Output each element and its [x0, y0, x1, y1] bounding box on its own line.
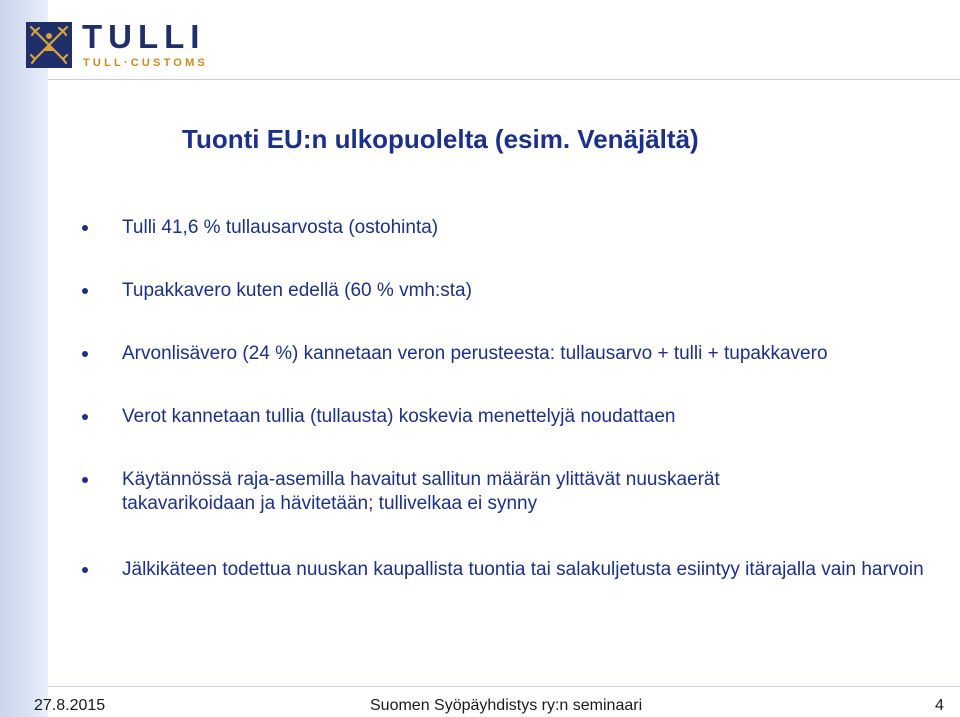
tulli-logo [26, 18, 266, 72]
bullet-text: Käytännössä raja-asemilla havaitut sallitun määrän ylittävät nuuskaerät takavarikoidaan ja hävitetään; tullivelkaa ei synny [122, 469, 720, 514]
logo-wordmark: TULLI [82, 18, 206, 55]
bullet-dot-icon [82, 414, 88, 420]
bullet-dot-icon [82, 477, 88, 483]
page-number: 4 [935, 697, 944, 714]
footer-event: Suomen Syöpäyhdistys ry:n seminaari [370, 697, 643, 714]
bullet-dot-icon [82, 567, 88, 573]
bullet-text: Arvonlisävero (24 %) kannetaan veron perusteesta: tullausarvo + tulli + tupakkavero [122, 343, 828, 364]
header-divider [48, 79, 960, 80]
bullet-dot-icon [82, 225, 88, 231]
footer-divider [48, 686, 960, 687]
bullet-text: Jälkikäteen todettua nuuskan kaupallista tuontia tai salakuljetusta esiintyy itärajalla vain harvoin [122, 559, 924, 580]
bullet-dot-icon [82, 288, 88, 294]
bullet-text: Tupakkavero kuten edellä (60 % vmh:sta) [122, 280, 472, 301]
bullet-text: Tulli 41,6 % tullausarvosta (ostohinta) [122, 217, 439, 238]
bullet-dot-icon [82, 351, 88, 357]
tulli-emblem-icon [26, 22, 72, 68]
left-decorative-band [0, 0, 48, 717]
footer-date: 27.8.2015 [34, 697, 106, 714]
slide-title: Tuonti EU:n ulkopuolelta (esim. Venäjältä) [182, 124, 699, 154]
bullet-text: Verot kannetaan tullia (tullausta) koskevia menettelyjä noudattaen [122, 406, 676, 427]
logo-subtitle: TULL·CUSTOMS [83, 57, 208, 69]
